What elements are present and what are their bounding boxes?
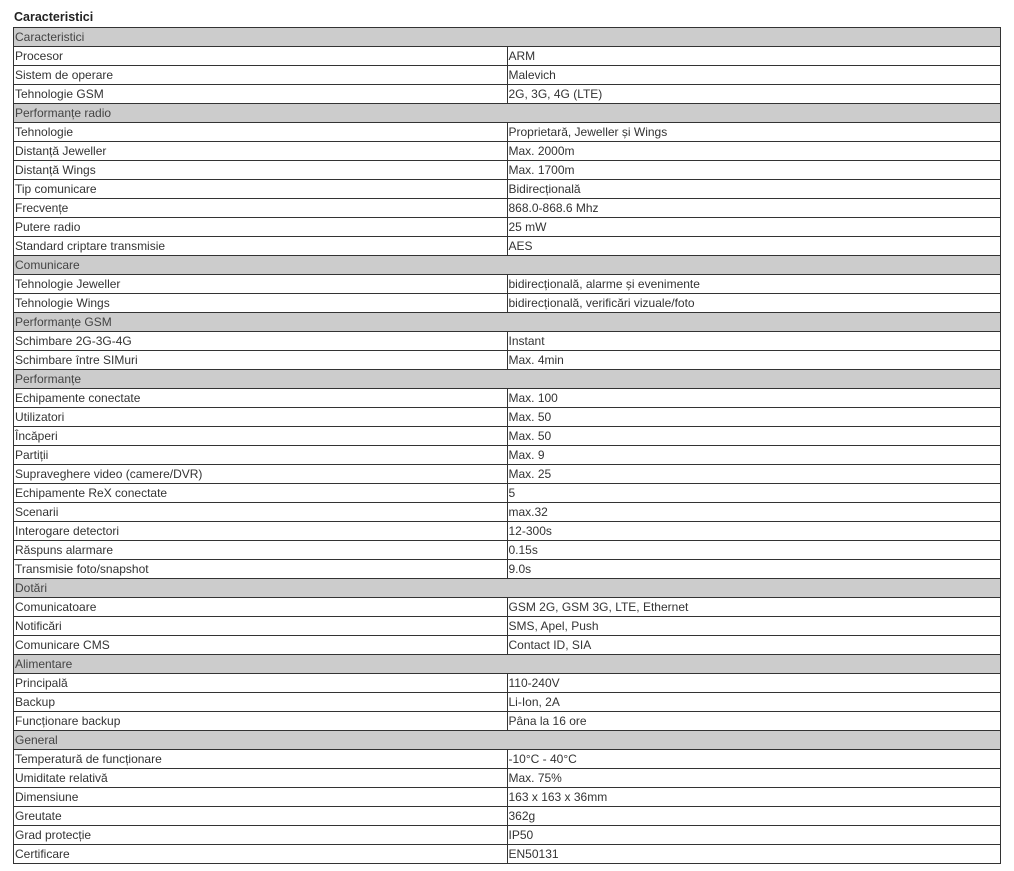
spec-label: Notificări (14, 617, 508, 636)
spec-value: max.32 (507, 503, 1001, 522)
section-header-row (14, 370, 1001, 389)
table-row (14, 750, 1001, 769)
table-row (14, 598, 1001, 617)
spec-label: Tehnologie Jeweller (14, 275, 508, 294)
spec-label: Scenarii (14, 503, 508, 522)
table-row (14, 199, 1001, 218)
table-row (14, 389, 1001, 408)
spec-label: Procesor (14, 47, 508, 66)
spec-value: ARM (507, 47, 1001, 66)
section-header: Comunicare (14, 256, 1001, 275)
spec-label: Tehnologie Wings (14, 294, 508, 313)
spec-value: Max. 75% (507, 769, 1001, 788)
spec-label: Tehnologie (14, 123, 508, 142)
spec-value: Instant (507, 332, 1001, 351)
table-row (14, 807, 1001, 826)
spec-label: Răspuns alarmare (14, 541, 508, 560)
table-row (14, 351, 1001, 370)
spec-label: Tehnologie GSM (14, 85, 508, 104)
table-row (14, 332, 1001, 351)
spec-label: Utilizatori (14, 408, 508, 427)
spec-value: Max. 1700m (507, 161, 1001, 180)
spec-value: 5 (507, 484, 1001, 503)
table-row (14, 712, 1001, 731)
table-row (14, 522, 1001, 541)
spec-value: Max. 50 (507, 408, 1001, 427)
table-row (14, 693, 1001, 712)
table-row (14, 826, 1001, 845)
spec-label: Funcționare backup (14, 712, 508, 731)
spec-label: Supraveghere video (camere/DVR) (14, 465, 508, 484)
spec-value: Bidirecțională (507, 180, 1001, 199)
table-row (14, 617, 1001, 636)
section-header: Performanțe radio (14, 104, 1001, 123)
spec-label: Echipamente ReX conectate (14, 484, 508, 503)
spec-label: Interogare detectori (14, 522, 508, 541)
spec-label: Distanță Jeweller (14, 142, 508, 161)
spec-value: 9.0s (507, 560, 1001, 579)
spec-label: Încăperi (14, 427, 508, 446)
table-row (14, 66, 1001, 85)
spec-label: Sistem de operare (14, 66, 508, 85)
spec-value: Proprietară, Jeweller și Wings (507, 123, 1001, 142)
table-row (14, 541, 1001, 560)
table-row (14, 465, 1001, 484)
page-title: Caracteristici (14, 10, 94, 24)
spec-value: 868.0-868.6 Mhz (507, 199, 1001, 218)
spec-label: Echipamente conectate (14, 389, 508, 408)
table-row (14, 560, 1001, 579)
table-row (14, 237, 1001, 256)
spec-value: Malevich (507, 66, 1001, 85)
table-row (14, 123, 1001, 142)
specifications-table (13, 27, 1001, 864)
spec-label: Tip comunicare (14, 180, 508, 199)
spec-value: Max. 25 (507, 465, 1001, 484)
spec-label: Distanță Wings (14, 161, 508, 180)
spec-label: Greutate (14, 807, 508, 826)
table-row (14, 142, 1001, 161)
spec-label: Backup (14, 693, 508, 712)
table-row (14, 294, 1001, 313)
spec-value: Contact ID, SIA (507, 636, 1001, 655)
spec-label: Umiditate relativă (14, 769, 508, 788)
spec-value: 2G, 3G, 4G (LTE) (507, 85, 1001, 104)
spec-label: Dimensiune (14, 788, 508, 807)
table-row (14, 674, 1001, 693)
section-header-row (14, 313, 1001, 332)
spec-value: 163 x 163 x 36mm (507, 788, 1001, 807)
section-header-row (14, 256, 1001, 275)
spec-value: Max. 4min (507, 351, 1001, 370)
table-row (14, 47, 1001, 66)
table-row (14, 275, 1001, 294)
spec-label: Comunicare CMS (14, 636, 508, 655)
table-row (14, 446, 1001, 465)
spec-value: 12-300s (507, 522, 1001, 541)
spec-value: GSM 2G, GSM 3G, LTE, Ethernet (507, 598, 1001, 617)
spec-value: Max. 2000m (507, 142, 1001, 161)
spec-label: Standard criptare transmisie (14, 237, 508, 256)
spec-label: Putere radio (14, 218, 508, 237)
specifications-table-body (14, 28, 1001, 864)
spec-label: Schimbare 2G-3G-4G (14, 332, 508, 351)
section-header-row (14, 28, 1001, 47)
section-header: Alimentare (14, 655, 1001, 674)
table-row (14, 180, 1001, 199)
spec-value: bidirecțională, verificări vizuale/foto (507, 294, 1001, 313)
table-row (14, 636, 1001, 655)
spec-label: Temperatură de funcționare (14, 750, 508, 769)
spec-value: -10°C - 40°C (507, 750, 1001, 769)
spec-label: Frecvențe (14, 199, 508, 218)
spec-value: Max. 50 (507, 427, 1001, 446)
spec-value: AES (507, 237, 1001, 256)
section-header-row (14, 655, 1001, 674)
spec-label: Grad protecție (14, 826, 508, 845)
spec-label: Principală (14, 674, 508, 693)
spec-value: Max. 100 (507, 389, 1001, 408)
section-header: General (14, 731, 1001, 750)
table-row (14, 788, 1001, 807)
table-row (14, 427, 1001, 446)
spec-value: Li-Ion, 2A (507, 693, 1001, 712)
spec-value: 0.15s (507, 541, 1001, 560)
spec-value: EN50131 (507, 845, 1001, 864)
section-header: Performanțe GSM (14, 313, 1001, 332)
table-row (14, 845, 1001, 864)
spec-value: 25 mW (507, 218, 1001, 237)
table-row (14, 503, 1001, 522)
spec-label: Partiții (14, 446, 508, 465)
spec-label: Comunicatoare (14, 598, 508, 617)
spec-value: 110-240V (507, 674, 1001, 693)
table-row (14, 484, 1001, 503)
spec-label: Transmisie foto/snapshot (14, 560, 508, 579)
section-header-row (14, 104, 1001, 123)
spec-value: Pâna la 16 ore (507, 712, 1001, 731)
spec-value: 362g (507, 807, 1001, 826)
spec-label: Schimbare între SIMuri (14, 351, 508, 370)
section-header: Performanțe (14, 370, 1001, 389)
spec-value: SMS, Apel, Push (507, 617, 1001, 636)
spec-value: Max. 9 (507, 446, 1001, 465)
section-header: Caracteristici (14, 28, 1001, 47)
section-header-row (14, 579, 1001, 598)
section-header-row (14, 731, 1001, 750)
spec-value: IP50 (507, 826, 1001, 845)
table-row (14, 161, 1001, 180)
section-header: Dotări (14, 579, 1001, 598)
spec-value: bidirecțională, alarme și evenimente (507, 275, 1001, 294)
table-row (14, 408, 1001, 427)
table-row (14, 218, 1001, 237)
table-row (14, 85, 1001, 104)
spec-label: Certificare (14, 845, 508, 864)
table-row (14, 769, 1001, 788)
